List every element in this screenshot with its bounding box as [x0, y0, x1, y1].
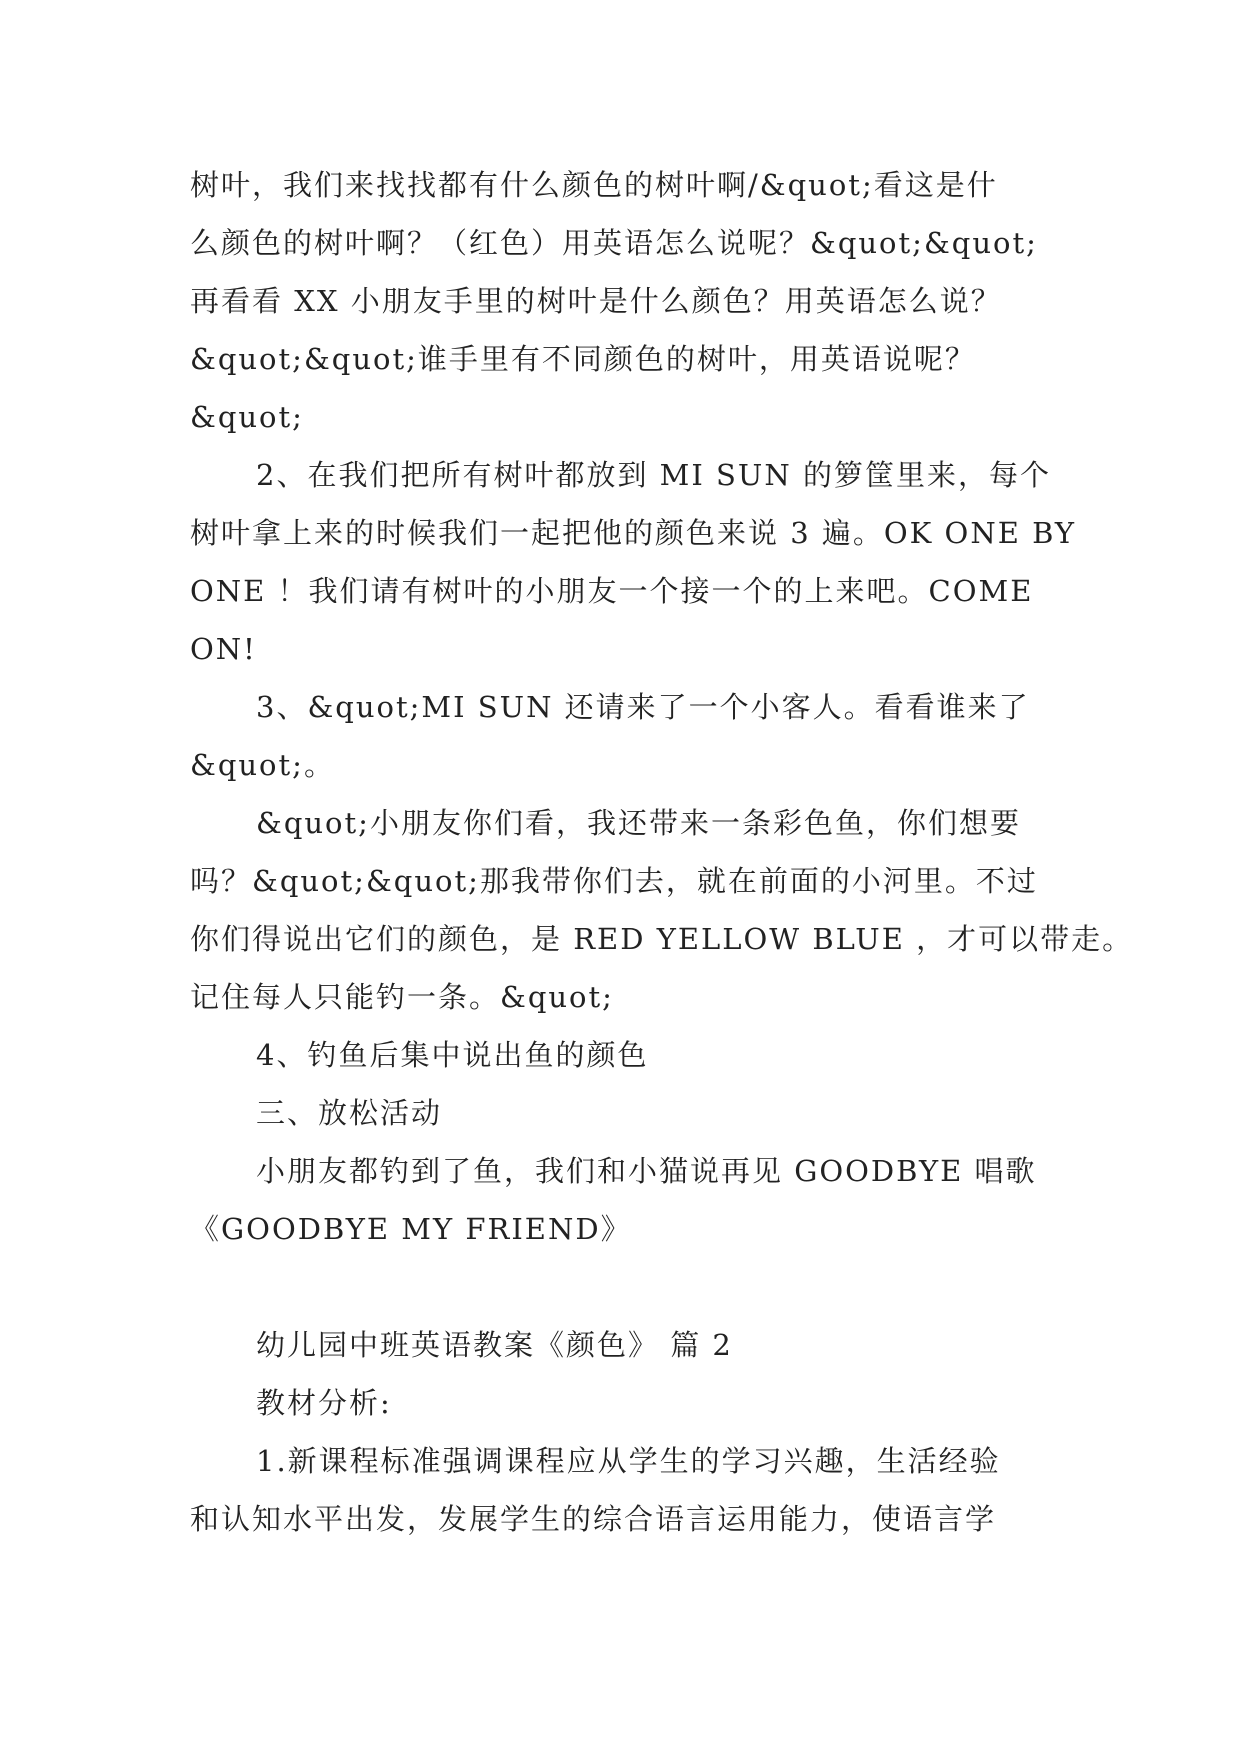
paragraph-line: 1.新课程标准强调课程应从学生的学习兴趣，生活经验 — [256, 1444, 1001, 1478]
paragraph-line: 4、钓鱼后集中说出鱼的颜色 — [256, 1038, 649, 1072]
paragraph-line: 2、在我们把所有树叶都放到 MI SUN 的箩筐里来，每个 — [256, 458, 1051, 492]
paragraph-spacer — [190, 1258, 1052, 1316]
paragraph-line: 和认知水平出发，发展学生的综合语言运用能力，使语言学 — [190, 1502, 997, 1536]
paragraph-line: ON! — [190, 632, 257, 666]
paragraph-line: 树叶，我们来找找都有什么颜色的树叶啊/&quot;看这是什 — [190, 168, 998, 202]
paragraph-line: 再看看 XX 小朋友手里的树叶是什么颜色？用英语怎么说？ — [190, 284, 1002, 318]
paragraph-line: 么颜色的树叶啊？（红色）用英语怎么说呢？&quot;&quot; — [190, 226, 1038, 260]
section-heading: 三、放松活动 — [256, 1096, 443, 1130]
document-body — [190, 156, 1134, 1548]
paragraph-line: &quot;。 — [190, 748, 335, 782]
paragraph-line: &quot;&quot;谁手里有不同颜色的树叶，用英语说呢？ — [190, 342, 976, 376]
paragraph-line: 树叶拿上来的时候我们一起把他的颜色来说 3 遍。OK ONE BY — [190, 516, 1077, 550]
paragraph-line: &quot; — [190, 400, 304, 434]
paragraph-line: ONE ！我们请有树叶的小朋友一个接一个的上来吧。COME — [190, 574, 1034, 608]
paragraph-line: 小朋友都钓到了鱼，我们和小猫说再见 GOODBYE 唱歌 — [256, 1154, 1037, 1188]
paragraph-line: 3、&quot;MI SUN 还请来了一个小客人。看看谁来了 — [256, 690, 1030, 724]
document-title: 幼儿园中班英语教案《颜色》 篇 2 — [256, 1328, 733, 1362]
paragraph-line: 你们得说出它们的颜色，是 RED YELLOW BLUE ，才可以带走。 — [190, 922, 1134, 956]
paragraph-line: &quot;小朋友你们看，我还带来一条彩色鱼，你们想要 — [256, 806, 1021, 840]
paragraph-line: 《GOODBYE MY FRIEND》 — [190, 1212, 632, 1246]
section-heading: 教材分析: — [256, 1386, 392, 1420]
paragraph-line: 记住每人只能钓一条。&quot; — [190, 980, 614, 1014]
paragraph-line: 吗？&quot;&quot;那我带你们去，就在前面的小河里。不过 — [190, 864, 1038, 898]
